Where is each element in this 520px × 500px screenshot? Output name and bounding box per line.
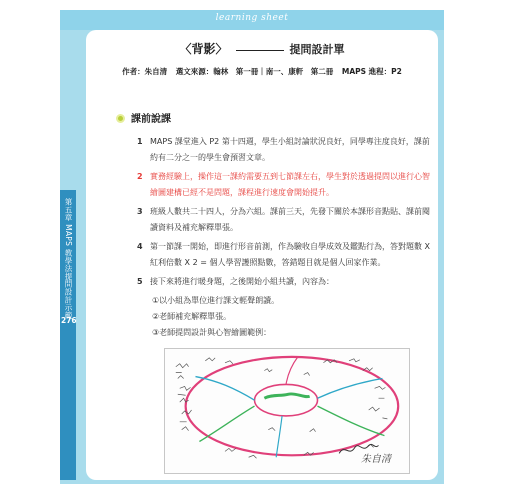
mindmap-inner-loop (255, 384, 318, 415)
page-title (86, 40, 438, 56)
sub-item: ①以小組為單位進行課文輕聲朗讀。 (152, 296, 280, 305)
item-number: 4 (137, 242, 143, 251)
branch-line (276, 416, 282, 457)
list-item (137, 134, 432, 166)
section-heading-text: 課前說課 (131, 114, 171, 125)
item-text: 第一節課一開始，即進行形音前測，作為驗收自學成效及鑑點行為，答對題數 X 紅利倍數 X 2 = 個人學習護照點數，答錯題目就是個人回家作業。 (150, 242, 431, 267)
item-text: 班級人數共二十四人，分為六組。課前三天，先發下關於本課形音點貼、課前閱讀資料及補充解釋單張。 (150, 207, 430, 232)
page-frame (60, 10, 444, 484)
bullet-dot-icon (116, 114, 125, 123)
branch-line (318, 406, 385, 436)
header-tag: learning sheet (215, 13, 289, 23)
handwriting-scribbles (176, 358, 388, 458)
content-card (86, 30, 438, 480)
branch-line (195, 377, 254, 401)
branch-line (199, 406, 254, 441)
info-row (86, 66, 438, 77)
mindmap-outer-loop (186, 357, 399, 455)
branch-line (318, 379, 383, 399)
info-source: 選文來源：翰林 第一冊｜南一、康軒 第二冊 (175, 67, 334, 76)
page-number: 276 (61, 316, 77, 325)
item-text: 接下來將進行暖身題，之後開始小組共讀，內容為： (150, 277, 334, 286)
item-number: 3 (137, 207, 143, 216)
section-heading (116, 110, 171, 124)
list-item (137, 239, 432, 271)
sub-item: ②老師補充解釋單張。 (152, 312, 232, 321)
center-stroke (264, 394, 309, 398)
list-item (137, 274, 432, 290)
item-number: 2 (137, 172, 143, 181)
item-number: 5 (137, 277, 143, 286)
signature: 朱自清 (361, 454, 391, 465)
mindmap-image (164, 348, 410, 474)
info-progress: MAPS 進程：P2 (341, 67, 402, 76)
item-number: 1 (137, 137, 143, 146)
branch-line (286, 357, 298, 385)
item-text: 實務經驗上，操作這一課約需要五到七節課左右，學生對於透過提問以進行心智繪圖建構已經不是問題，課程進行速度會開始提升。 (150, 172, 430, 197)
top-bar (60, 10, 444, 30)
chapter-title: 第五章 MAPS 教學法提問設計示範 (64, 198, 73, 320)
item-list (137, 134, 432, 341)
title-bracket: 〈背影〉 (179, 42, 228, 56)
title-rule (236, 50, 284, 51)
list-item-highlight (137, 169, 432, 201)
title-label: 提問設計單 (289, 43, 345, 56)
sub-item: ③老師提問設計與心智繪圖範例： (152, 328, 272, 337)
info-author: 作者：朱自清 (122, 67, 168, 76)
list-item (137, 204, 432, 236)
item-text: MAPS 課堂進入 P2 第十四週，學生小組討論狀況良好，同學專注度良好，課前約有二分之一的學生會預習文章。 (150, 137, 430, 162)
